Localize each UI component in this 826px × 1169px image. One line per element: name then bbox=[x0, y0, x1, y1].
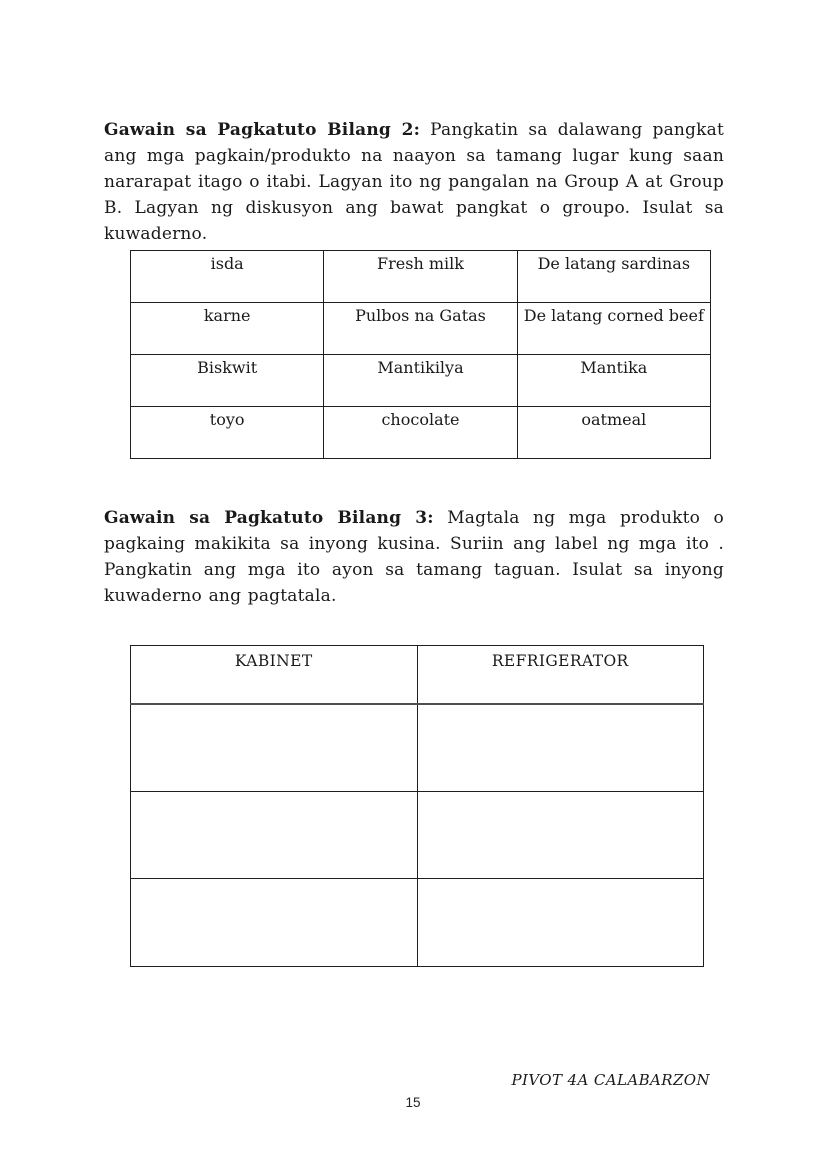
table-cell: De latang corned beef bbox=[517, 303, 710, 355]
table-cell: toyo bbox=[131, 407, 324, 459]
empty-answer-cell bbox=[131, 879, 418, 967]
page-number: 15 bbox=[405, 1095, 421, 1110]
table-cell: karne bbox=[131, 303, 324, 355]
activity-2-paragraph bbox=[104, 117, 724, 247]
table-cell: oatmeal bbox=[517, 407, 710, 459]
table-cell: Mantikilya bbox=[324, 355, 517, 407]
table-row bbox=[131, 303, 711, 355]
activity-3-title: Gawain sa Pagkatuto Bilang 3: bbox=[104, 508, 434, 528]
table-row bbox=[131, 704, 704, 792]
activity-3-paragraph bbox=[104, 505, 724, 609]
storage-sorting-table bbox=[130, 645, 704, 967]
table-row bbox=[131, 792, 704, 879]
table-cell: Fresh milk bbox=[324, 251, 517, 303]
activity-2-instructions: Pangkatin sa dalawang pangkat ang mga pagkain/produkto na naayon sa tamang lugar kung saan nararapat itago o itabi. Lagyan ito ng pangalan na Group A at Group B. Lagyan ng diskusyon ang bawat pangkat o groupo. Isulat sa kuwaderno. bbox=[104, 120, 725, 244]
empty-answer-cell bbox=[417, 792, 704, 879]
column-header-kabinet: KABINET bbox=[131, 646, 418, 705]
empty-answer-cell bbox=[417, 879, 704, 967]
table-cell: isda bbox=[131, 251, 324, 303]
table-row bbox=[131, 355, 711, 407]
activity-2-title: Gawain sa Pagkatuto Bilang 2: bbox=[104, 120, 421, 140]
empty-answer-cell bbox=[131, 792, 418, 879]
table-row bbox=[131, 407, 711, 459]
table-cell: chocolate bbox=[324, 407, 517, 459]
column-header-refrigerator: REFRIGERATOR bbox=[417, 646, 704, 705]
food-products-table bbox=[130, 250, 711, 459]
empty-answer-cell bbox=[131, 704, 418, 792]
footer-module-label: PIVOT 4A CALABARZON bbox=[511, 1071, 710, 1089]
table-row bbox=[131, 879, 704, 967]
table-row bbox=[131, 251, 711, 303]
table-header-row bbox=[131, 646, 704, 705]
table-cell: Biskwit bbox=[131, 355, 324, 407]
table-cell: De latang sardinas bbox=[517, 251, 710, 303]
activity-3-instructions: Magtala ng mga produkto o pagkaing makikita sa inyong kusina. Suriin ang label ng mga ito . Pangkatin ang mga ito ayon sa tamang taguan. Isulat sa inyong kuwaderno ang pagtatala. bbox=[104, 508, 724, 606]
table-cell: Pulbos na Gatas bbox=[324, 303, 517, 355]
empty-answer-cell bbox=[417, 704, 704, 792]
table-cell: Mantika bbox=[517, 355, 710, 407]
